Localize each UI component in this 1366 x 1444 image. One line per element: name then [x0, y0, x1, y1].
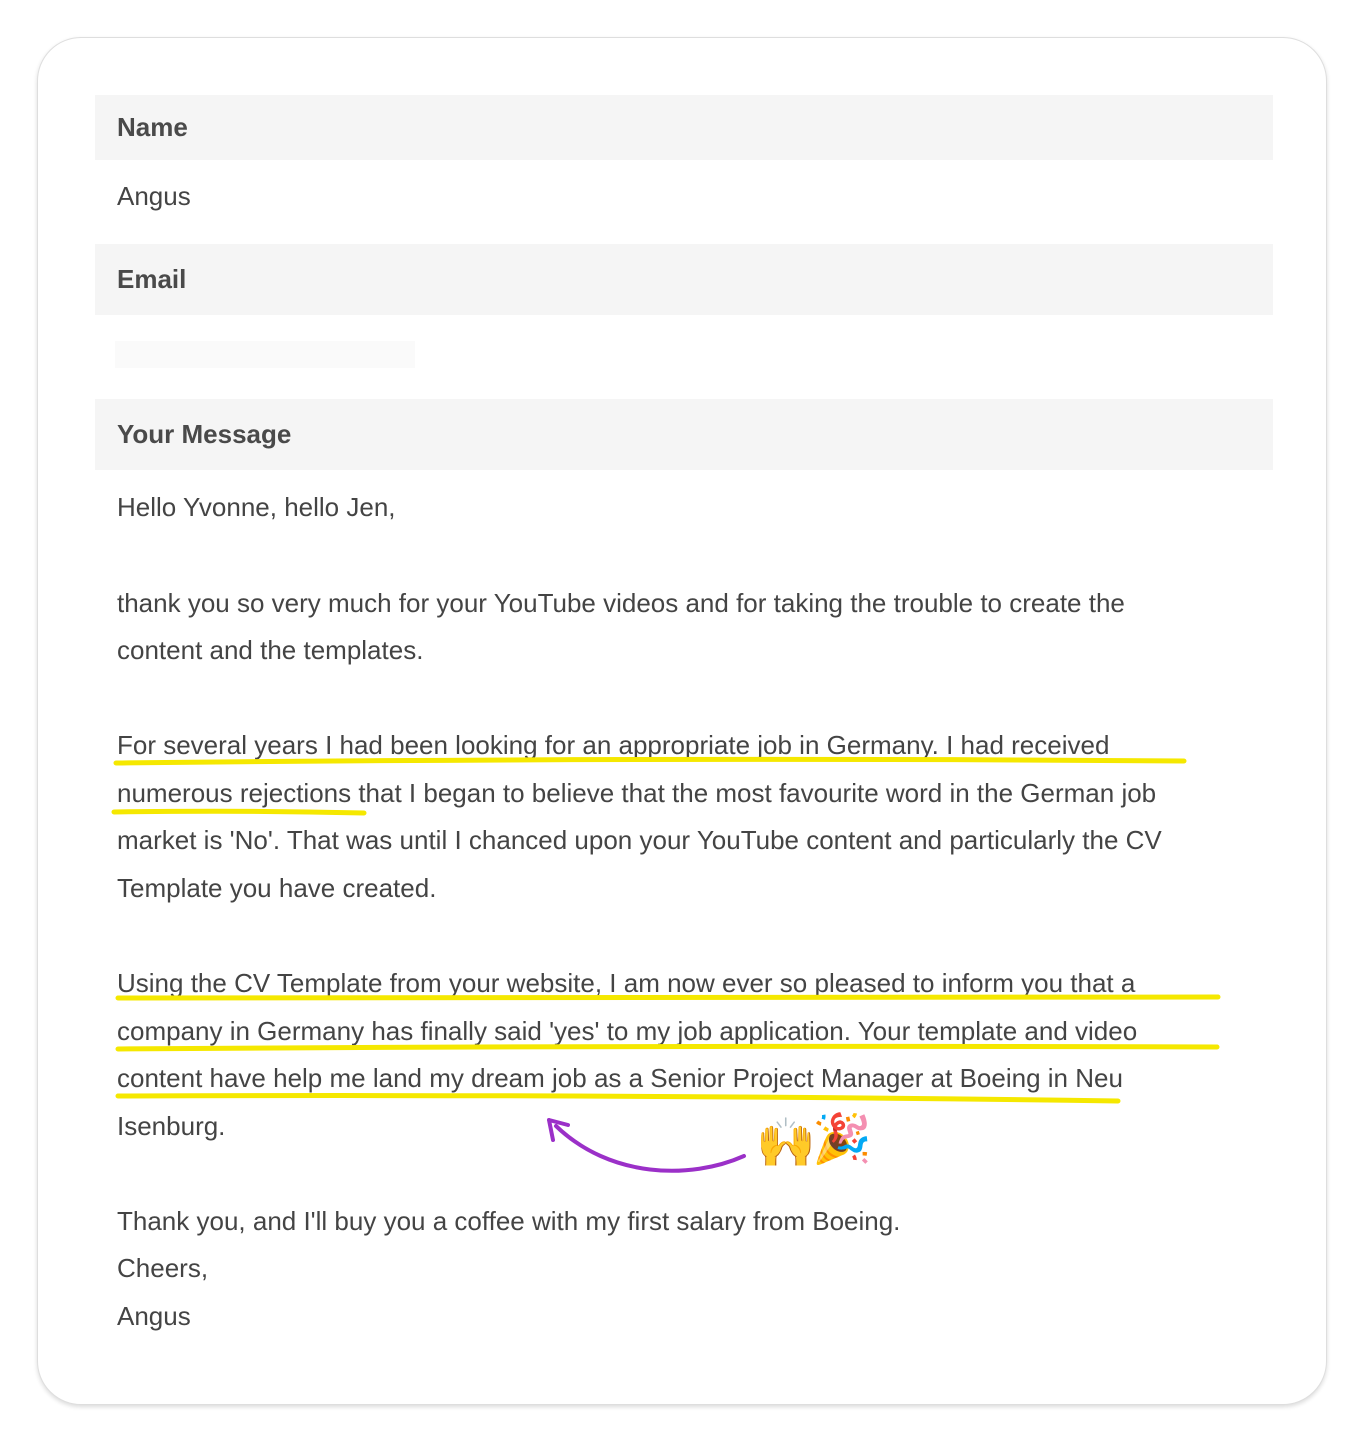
message-line-signature: Angus: [117, 1301, 191, 1331]
email-value-redacted: [115, 341, 415, 368]
message-line: thank you so very much for your YouTube videos and for taking the trouble to create the: [117, 588, 1125, 618]
message-line: Template you have created.: [117, 873, 437, 903]
message-line: content have help me land my dream job as a Senior Project Manager at Boeing in Neu: [117, 1063, 1123, 1093]
party-popper-icon: 🎉: [812, 1111, 872, 1167]
name-label-bar: [95, 95, 1273, 160]
message-label: Your Message: [117, 419, 292, 449]
name-label: Name: [117, 112, 188, 142]
name-value: Angus: [117, 181, 191, 211]
email-label: Email: [117, 264, 187, 294]
message-line-closing: Thank you, and I'll buy you a coffee with my first salary from Boeing.: [117, 1206, 901, 1236]
message-line: content and the templates.: [117, 635, 424, 665]
message-line: numerous rejections that I began to believe that the most favourite word in the German job: [117, 778, 1157, 808]
message-card: [37, 37, 1327, 1405]
message-label-bar: [95, 399, 1273, 470]
message-line: company in Germany has finally said 'yes' to my job application. Your template and video: [117, 1016, 1138, 1046]
email-label-bar: [95, 244, 1273, 315]
message-line: market is 'No'. That was until I chanced upon your YouTube content and particularly the CV: [117, 825, 1162, 855]
message-line: For several years I had been looking for an appropriate job in Germany. I had received: [117, 730, 1110, 760]
raising-hands-icon: 🙌: [756, 1115, 816, 1171]
message-line-greeting: Hello Yvonne, hello Jen,: [117, 492, 396, 522]
message-line: Using the CV Template from your website, I am now ever so pleased to inform you that a: [117, 968, 1136, 998]
message-line-signoff: Cheers,: [117, 1253, 209, 1283]
message-line: Isenburg.: [117, 1111, 226, 1141]
